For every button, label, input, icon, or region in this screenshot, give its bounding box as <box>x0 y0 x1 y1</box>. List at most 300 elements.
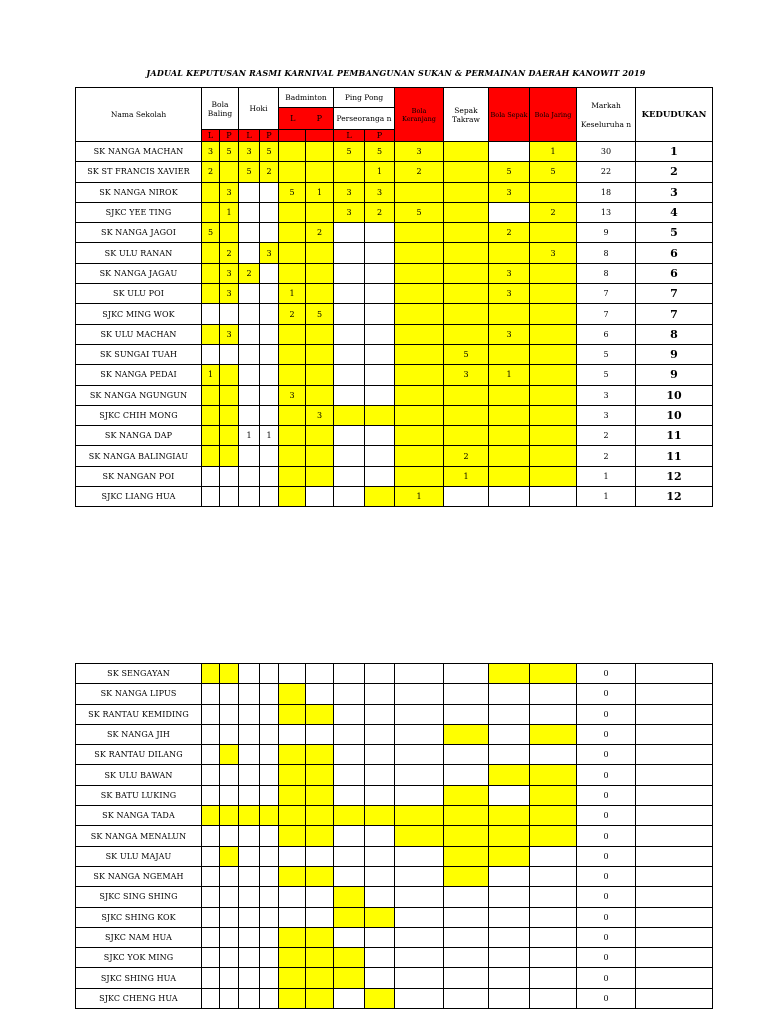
score-cell <box>395 405 444 425</box>
score-cell <box>279 223 306 243</box>
rank <box>636 684 713 704</box>
score-cell <box>279 324 306 344</box>
score-cell <box>395 385 444 405</box>
score-cell <box>444 263 489 283</box>
score-cell <box>530 405 577 425</box>
school-name: SJKC YOK MING <box>76 948 202 968</box>
header-badminton: Badminton <box>279 88 334 108</box>
score-cell <box>530 684 577 704</box>
score-cell <box>260 284 279 304</box>
score-cell <box>489 344 530 364</box>
rank: 3 <box>636 182 713 202</box>
total-score: 0 <box>577 887 636 907</box>
score-cell <box>395 724 444 744</box>
score-cell <box>395 907 444 927</box>
score-cell <box>365 304 395 324</box>
score-cell <box>444 405 489 425</box>
score-cell <box>395 664 444 684</box>
score-cell <box>306 664 334 684</box>
score-cell <box>202 988 220 1008</box>
score-cell <box>489 405 530 425</box>
score-cell <box>444 243 489 263</box>
score-cell <box>260 466 279 486</box>
score-cell <box>334 284 365 304</box>
score-cell <box>444 304 489 324</box>
score-cell <box>395 826 444 846</box>
score-cell <box>260 446 279 466</box>
score-cell <box>489 385 530 405</box>
score-cell <box>489 487 530 507</box>
score-cell <box>202 304 220 324</box>
score-cell <box>489 927 530 947</box>
score-cell <box>306 466 334 486</box>
score-cell <box>365 704 395 724</box>
score-cell <box>395 446 444 466</box>
score-cell <box>365 487 395 507</box>
score-cell <box>395 263 444 283</box>
school-name: SK NANGA PEDAI <box>76 365 202 385</box>
score-cell <box>334 927 365 947</box>
score-cell <box>220 745 239 765</box>
score-cell <box>239 182 260 202</box>
school-name: SK NANGA NIROK <box>76 182 202 202</box>
score-cell <box>444 223 489 243</box>
score-cell <box>334 446 365 466</box>
document-title: JADUAL KEPUTUSAN RASMI KARNIVAL PEMBANGUNAN SUKAN & PERMAINAN DAERAH KANOWIT 2019 <box>146 68 646 78</box>
score-cell <box>334 826 365 846</box>
score-cell <box>530 446 577 466</box>
score-cell <box>306 765 334 785</box>
score-cell <box>279 365 306 385</box>
badminton-red-cell <box>279 108 334 130</box>
score-cell <box>395 968 444 988</box>
score-cell <box>202 948 220 968</box>
score-cell <box>306 826 334 846</box>
score-cell <box>239 324 260 344</box>
header-markah-keseluruhan <box>577 88 636 142</box>
score-cell <box>489 785 530 805</box>
total-score: 0 <box>577 846 636 866</box>
rank: 8 <box>636 324 713 344</box>
score-cell <box>220 806 239 826</box>
score-cell <box>334 988 365 1008</box>
score-cell <box>202 446 220 466</box>
table-row <box>76 907 713 927</box>
score-cell <box>444 927 489 947</box>
score-cell <box>365 324 395 344</box>
score-cell <box>220 765 239 785</box>
total-score: 0 <box>577 826 636 846</box>
score-cell <box>306 162 334 182</box>
score-cell <box>365 385 395 405</box>
rank <box>636 765 713 785</box>
score-cell <box>489 142 530 162</box>
score-cell: 1 <box>530 142 577 162</box>
score-cell: 3 <box>220 284 239 304</box>
table-row <box>76 806 713 826</box>
score-cell <box>202 826 220 846</box>
table-row <box>76 664 713 684</box>
score-cell <box>365 785 395 805</box>
score-cell: 2 <box>444 446 489 466</box>
school-name: SK ULU MAJAU <box>76 846 202 866</box>
table-row <box>76 162 713 182</box>
score-cell <box>260 223 279 243</box>
score-cell <box>202 866 220 886</box>
header-markah: Markah <box>591 100 621 110</box>
total-score: 6 <box>577 324 636 344</box>
score-cell <box>202 385 220 405</box>
score-cell <box>365 927 395 947</box>
score-cell <box>334 487 365 507</box>
score-cell <box>202 202 220 222</box>
score-cell: 1 <box>365 162 395 182</box>
score-cell <box>365 968 395 988</box>
score-cell <box>239 202 260 222</box>
total-score: 5 <box>577 344 636 364</box>
score-cell <box>306 806 334 826</box>
score-cell <box>260 385 279 405</box>
school-name: SK RANTAU DILANG <box>76 745 202 765</box>
results-table <box>75 87 713 507</box>
score-cell <box>306 263 334 283</box>
score-cell <box>239 846 260 866</box>
score-cell <box>306 202 334 222</box>
school-name: SK ULU RANAN <box>76 243 202 263</box>
rank: 6 <box>636 243 713 263</box>
score-cell <box>202 182 220 202</box>
score-cell <box>202 263 220 283</box>
score-cell <box>279 704 306 724</box>
school-name: SK NANGA LIPUS <box>76 684 202 704</box>
score-cell <box>239 223 260 243</box>
score-cell <box>220 466 239 486</box>
score-cell <box>279 745 306 765</box>
score-cell <box>444 846 489 866</box>
school-name: SK NANGA NGEMAH <box>76 866 202 886</box>
score-cell: 2 <box>395 162 444 182</box>
score-cell <box>365 866 395 886</box>
header-bola-keranjang: Bola Keranjang <box>395 88 444 142</box>
score-cell <box>202 426 220 446</box>
school-name: SJKC LIANG HUA <box>76 487 202 507</box>
score-cell <box>530 284 577 304</box>
score-cell: 5 <box>334 142 365 162</box>
rank <box>636 948 713 968</box>
score-cell <box>202 664 220 684</box>
score-cell <box>489 826 530 846</box>
school-name: SK ULU BAWAN <box>76 765 202 785</box>
score-cell <box>365 907 395 927</box>
score-cell <box>306 324 334 344</box>
score-cell <box>306 426 334 446</box>
school-name: SK SUNGAI TUAH <box>76 344 202 364</box>
total-score: 0 <box>577 664 636 684</box>
school-name: SJKC CHENG HUA <box>76 988 202 1008</box>
score-cell <box>365 446 395 466</box>
score-cell <box>444 907 489 927</box>
score-cell <box>334 765 365 785</box>
score-cell <box>260 344 279 364</box>
header-perseorangan: Perseoranga n <box>334 108 395 130</box>
score-cell: 2 <box>220 243 239 263</box>
table-row <box>76 446 713 466</box>
table-row <box>76 304 713 324</box>
score-cell <box>444 887 489 907</box>
score-cell: 3 <box>279 385 306 405</box>
score-cell: 3 <box>489 324 530 344</box>
score-cell <box>279 968 306 988</box>
rank: 10 <box>636 405 713 425</box>
total-score: 0 <box>577 866 636 886</box>
total-score: 5 <box>577 365 636 385</box>
score-cell <box>444 324 489 344</box>
score-cell <box>444 202 489 222</box>
score-cell <box>220 487 239 507</box>
score-cell <box>202 324 220 344</box>
score-cell <box>489 806 530 826</box>
score-cell <box>239 927 260 947</box>
total-score: 0 <box>577 745 636 765</box>
score-cell: 2 <box>202 162 220 182</box>
score-cell <box>279 162 306 182</box>
score-cell <box>202 927 220 947</box>
score-cell <box>260 806 279 826</box>
school-name: SJKC SING SHING <box>76 887 202 907</box>
score-cell <box>334 223 365 243</box>
score-cell <box>239 365 260 385</box>
score-cell <box>444 968 489 988</box>
score-cell <box>239 385 260 405</box>
score-cell <box>306 887 334 907</box>
score-cell <box>365 466 395 486</box>
rank <box>636 745 713 765</box>
score-cell <box>365 724 395 744</box>
score-cell <box>530 664 577 684</box>
score-cell: 3 <box>220 324 239 344</box>
score-cell <box>279 446 306 466</box>
school-name: SJKC SHING KOK <box>76 907 202 927</box>
header-bola-jaring: Bola Jaring <box>530 88 577 142</box>
score-cell <box>334 466 365 486</box>
score-cell <box>395 846 444 866</box>
score-cell <box>306 866 334 886</box>
score-cell <box>220 162 239 182</box>
rank <box>636 866 713 886</box>
table-row <box>76 826 713 846</box>
score-cell <box>395 988 444 1008</box>
score-cell <box>239 446 260 466</box>
score-cell <box>239 948 260 968</box>
score-cell <box>279 826 306 846</box>
score-cell <box>489 765 530 785</box>
score-cell <box>306 907 334 927</box>
score-cell <box>220 866 239 886</box>
score-cell: 3 <box>489 182 530 202</box>
rank: 7 <box>636 284 713 304</box>
rank: 6 <box>636 263 713 283</box>
score-cell <box>365 806 395 826</box>
bola-baling-l: L <box>202 130 220 142</box>
school-name: SJKC NAM HUA <box>76 927 202 947</box>
rank: 9 <box>636 344 713 364</box>
score-cell <box>530 785 577 805</box>
score-cell <box>202 887 220 907</box>
school-name: SJKC MING WOK <box>76 304 202 324</box>
header-bola-sepak: Bola Sepak <box>489 88 530 142</box>
score-cell <box>220 385 239 405</box>
score-cell <box>239 866 260 886</box>
score-cell <box>489 664 530 684</box>
table-row <box>76 223 713 243</box>
score-cell <box>530 988 577 1008</box>
score-cell <box>444 988 489 1008</box>
table-row <box>76 284 713 304</box>
table-row <box>76 927 713 947</box>
score-cell <box>220 968 239 988</box>
score-cell <box>365 765 395 785</box>
score-cell <box>279 887 306 907</box>
score-cell <box>489 948 530 968</box>
score-cell <box>260 887 279 907</box>
score-cell <box>365 243 395 263</box>
score-cell <box>279 724 306 744</box>
rank: 10 <box>636 385 713 405</box>
score-cell <box>489 846 530 866</box>
table-row <box>76 466 713 486</box>
score-cell <box>239 664 260 684</box>
score-cell <box>395 785 444 805</box>
score-cell <box>530 887 577 907</box>
score-cell <box>306 684 334 704</box>
score-cell <box>365 365 395 385</box>
total-score: 0 <box>577 907 636 927</box>
zero-score-table <box>75 663 713 1009</box>
score-cell <box>279 785 306 805</box>
score-cell <box>260 664 279 684</box>
score-cell <box>260 968 279 988</box>
score-cell <box>202 684 220 704</box>
rank <box>636 664 713 684</box>
score-cell <box>279 487 306 507</box>
score-cell <box>279 765 306 785</box>
score-cell <box>530 866 577 886</box>
total-score: 2 <box>577 426 636 446</box>
rank <box>636 907 713 927</box>
school-name: SK NANGA JAGAU <box>76 263 202 283</box>
table-row <box>76 182 713 202</box>
score-cell: 2 <box>279 304 306 324</box>
score-cell <box>444 385 489 405</box>
score-cell <box>260 846 279 866</box>
score-cell <box>489 887 530 907</box>
table-row <box>76 846 713 866</box>
score-cell <box>334 344 365 364</box>
score-cell <box>395 887 444 907</box>
rank <box>636 887 713 907</box>
score-cell: 5 <box>444 344 489 364</box>
score-cell <box>202 704 220 724</box>
table-row <box>76 385 713 405</box>
rank: 1 <box>636 142 713 162</box>
school-name: SJKC CHIH MONG <box>76 405 202 425</box>
score-cell <box>239 487 260 507</box>
badminton-sub-p <box>306 130 334 142</box>
total-score: 30 <box>577 142 636 162</box>
score-cell <box>260 405 279 425</box>
score-cell <box>279 866 306 886</box>
score-cell <box>444 284 489 304</box>
score-cell <box>444 785 489 805</box>
score-cell <box>220 304 239 324</box>
score-cell <box>239 724 260 744</box>
badminton-l: L <box>290 114 296 123</box>
score-cell <box>489 466 530 486</box>
score-cell <box>530 765 577 785</box>
score-cell <box>306 948 334 968</box>
table-row <box>76 202 713 222</box>
score-cell <box>365 223 395 243</box>
total-score: 9 <box>577 223 636 243</box>
score-cell <box>334 385 365 405</box>
score-cell <box>395 684 444 704</box>
score-cell <box>530 304 577 324</box>
score-cell <box>395 284 444 304</box>
score-cell: 3 <box>239 142 260 162</box>
rank: 5 <box>636 223 713 243</box>
score-cell <box>220 684 239 704</box>
score-cell <box>395 927 444 947</box>
score-cell <box>489 745 530 765</box>
rank <box>636 724 713 744</box>
score-cell <box>444 426 489 446</box>
score-cell <box>530 466 577 486</box>
table-row <box>76 887 713 907</box>
score-cell <box>279 344 306 364</box>
score-cell <box>530 745 577 765</box>
score-cell: 1 <box>220 202 239 222</box>
score-cell <box>530 826 577 846</box>
score-cell <box>530 223 577 243</box>
score-cell <box>279 664 306 684</box>
score-cell <box>239 684 260 704</box>
score-cell <box>279 907 306 927</box>
score-cell: 5 <box>395 202 444 222</box>
score-cell <box>260 745 279 765</box>
score-cell: 3 <box>365 182 395 202</box>
score-cell <box>239 806 260 826</box>
score-cell <box>530 365 577 385</box>
score-cell <box>489 907 530 927</box>
score-cell: 2 <box>530 202 577 222</box>
total-score: 3 <box>577 385 636 405</box>
rank: 9 <box>636 365 713 385</box>
score-cell <box>306 385 334 405</box>
score-cell <box>334 243 365 263</box>
score-cell: 5 <box>530 162 577 182</box>
score-cell <box>365 405 395 425</box>
score-cell <box>530 263 577 283</box>
score-cell: 2 <box>260 162 279 182</box>
score-cell <box>530 344 577 364</box>
score-cell <box>395 182 444 202</box>
score-cell <box>365 988 395 1008</box>
score-cell <box>365 745 395 765</box>
score-cell <box>220 344 239 364</box>
score-cell <box>489 243 530 263</box>
score-cell <box>444 182 489 202</box>
score-cell <box>220 907 239 927</box>
